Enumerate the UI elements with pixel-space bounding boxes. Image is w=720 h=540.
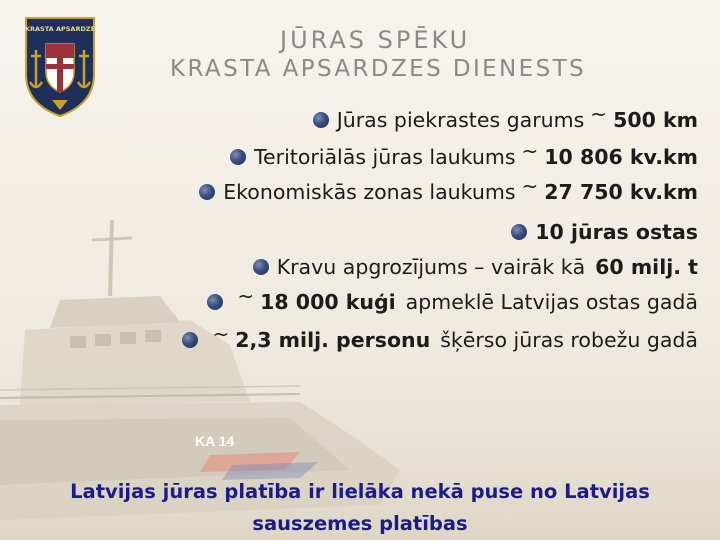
fact-suffix: apmeklē Latvijas ostas gadā bbox=[405, 290, 698, 314]
fact-value: 2,3 milj. personu bbox=[235, 328, 431, 352]
fact-ship-visits bbox=[207, 284, 698, 314]
fact-label: Kravu apgrozījums – vairāk kā bbox=[276, 255, 586, 279]
header-coast-guard-title: KRASTA APSARDZES DIENESTS bbox=[170, 56, 587, 82]
emblem-text: KRASTA APSARDZE bbox=[24, 25, 96, 33]
fact-cargo-turnover bbox=[253, 255, 698, 279]
approx-symbol: ~ bbox=[521, 174, 539, 198]
approx-symbol: ~ bbox=[590, 102, 608, 126]
fact-seaports bbox=[511, 220, 698, 244]
fact-label: Jūras piekrastes garums bbox=[336, 108, 585, 132]
fact-coastline-length bbox=[313, 102, 698, 132]
bullet-icon bbox=[199, 184, 215, 200]
header-navy-title: JŪRAS SPĒKU bbox=[280, 26, 471, 54]
fact-economic-zone bbox=[199, 174, 698, 204]
fact-value: 10 806 kv.km bbox=[544, 145, 698, 169]
bullet-icon bbox=[182, 332, 198, 348]
bullet-icon bbox=[511, 224, 527, 240]
bullet-icon bbox=[313, 112, 329, 128]
summary-line-1: Latvijas jūras platība ir lielāka nekā puse no Latvijas bbox=[70, 480, 650, 503]
fact-suffix: šķērso jūras robežu gadā bbox=[440, 328, 698, 352]
fact-border-crossings bbox=[182, 322, 698, 352]
approx-symbol: ~ bbox=[521, 139, 539, 163]
summary-line-2: sauszemes platības bbox=[252, 512, 468, 535]
fact-value: 18 000 kuģi bbox=[260, 290, 396, 314]
fact-territorial-waters bbox=[230, 139, 698, 169]
fact-label: Teritoriālās jūras laukums bbox=[254, 145, 516, 169]
approx-symbol: ~ bbox=[212, 322, 230, 346]
fact-label: Ekonomiskās zonas laukums bbox=[223, 180, 516, 204]
hull-number-text: KA 14 bbox=[195, 433, 235, 449]
fact-value: 27 750 kv.km bbox=[544, 180, 698, 204]
fact-value: 60 milj. t bbox=[595, 255, 698, 279]
bullet-icon bbox=[207, 294, 223, 310]
fact-value: 10 jūras ostas bbox=[535, 220, 698, 244]
approx-symbol: ~ bbox=[237, 284, 255, 308]
fact-value: 500 km bbox=[613, 108, 698, 132]
bullet-icon bbox=[230, 149, 246, 165]
bullet-icon bbox=[253, 259, 269, 275]
